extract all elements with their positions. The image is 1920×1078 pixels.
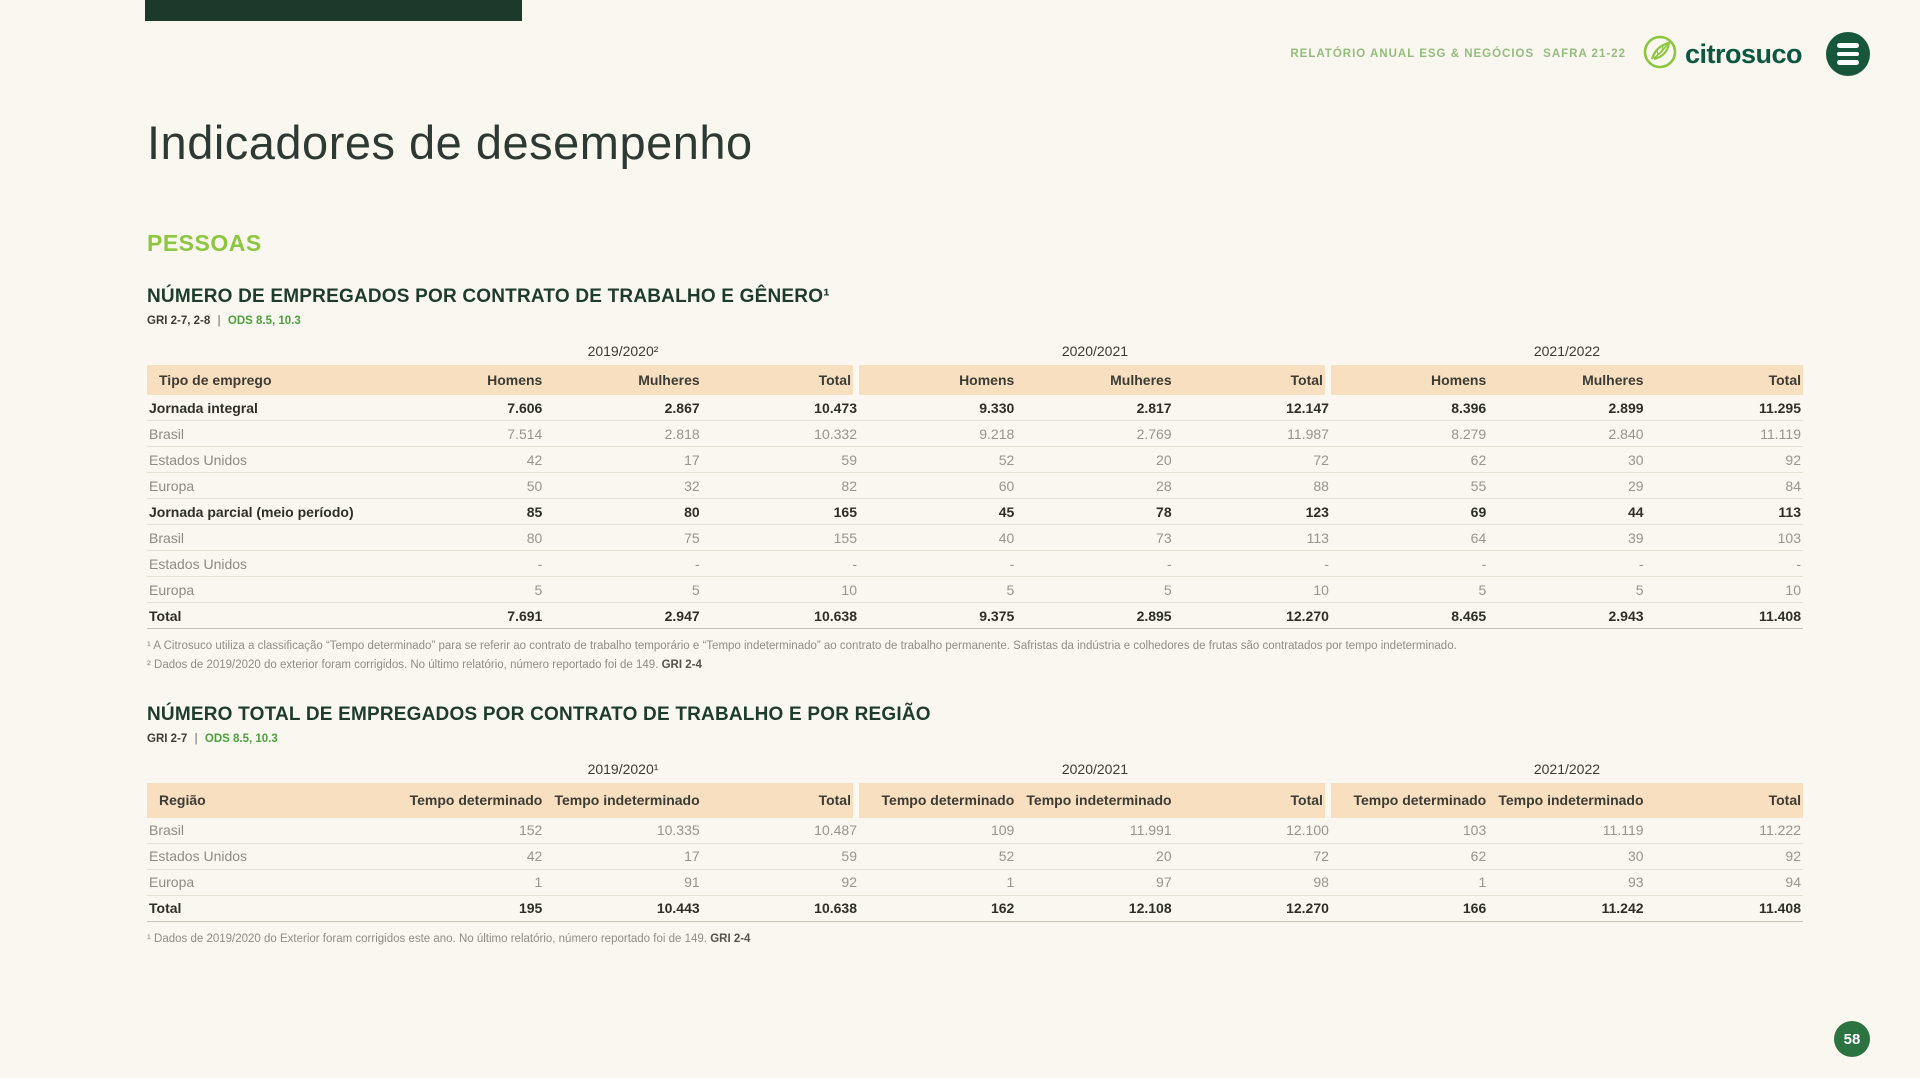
column-header: Região xyxy=(147,783,387,817)
cell-value: 72 xyxy=(1174,844,1331,870)
cell-value: 1 xyxy=(859,870,1016,896)
cell-value: 103 xyxy=(1646,525,1803,551)
row-label: Jornada integral xyxy=(147,395,387,421)
year-group-label: 2021/2022 xyxy=(1533,343,1601,360)
cell-value: 62 xyxy=(1331,447,1488,473)
table-row xyxy=(147,577,1803,603)
cell-value: - xyxy=(1174,551,1331,577)
cell-value: 59 xyxy=(702,447,859,473)
cell-value: 52 xyxy=(859,844,1016,870)
cell-value: 11.222 xyxy=(1646,818,1803,844)
column-header-row xyxy=(147,783,1803,817)
cell-value: 45 xyxy=(859,499,1016,525)
cell-value: 84 xyxy=(1646,473,1803,499)
section-label-pessoas: PESSOAS xyxy=(147,230,262,257)
cell-value: 2.899 xyxy=(1488,395,1645,421)
cell-value: 5 xyxy=(1488,577,1645,603)
cell-value: 155 xyxy=(702,525,859,551)
cell-value: 62 xyxy=(1331,844,1488,870)
cell-value: 5 xyxy=(544,577,701,603)
year-group-label: 2021/2022 xyxy=(1533,761,1601,778)
row-label: Europa xyxy=(147,473,387,499)
cell-value: 8.465 xyxy=(1331,603,1488,629)
row-label: Brasil xyxy=(147,818,387,844)
table-row xyxy=(147,818,1803,844)
column-header: Tempo determinado xyxy=(859,783,1016,817)
cell-value: 10.443 xyxy=(544,896,701,922)
cell-value: 39 xyxy=(1488,525,1645,551)
cell-value: 12.147 xyxy=(1174,395,1331,421)
gri-separator: | xyxy=(217,315,221,328)
row-label: Brasil xyxy=(147,525,387,551)
column-header: Tempo indeterminado xyxy=(1488,783,1645,817)
column-header: Total xyxy=(1174,365,1331,395)
cell-value: 113 xyxy=(1174,525,1331,551)
cell-value: 12.100 xyxy=(1174,818,1331,844)
cell-value: 1 xyxy=(1331,870,1488,896)
footnote: ² Dados de 2019/2020 do exterior foram corrigidos. No último relatório, número reportado foi de 149. GRI 2-4 xyxy=(147,659,702,672)
cell-value: 152 xyxy=(387,818,544,844)
cell-value: 10.638 xyxy=(702,603,859,629)
table1-footnotes xyxy=(147,637,1803,675)
gri-separator: | xyxy=(194,733,198,746)
cell-value: - xyxy=(1488,551,1645,577)
cell-value: 80 xyxy=(544,499,701,525)
report-title: RELATÓRIO ANUAL ESG & NEGÓCIOS xyxy=(1290,48,1535,60)
cell-value: 11.408 xyxy=(1646,603,1803,629)
table-row xyxy=(147,844,1803,870)
year-group-label: 2019/2020¹ xyxy=(587,761,659,778)
cell-value: 72 xyxy=(1174,447,1331,473)
ods-reference: ODS 8.5, 10.3 xyxy=(204,733,278,746)
cell-value: 30 xyxy=(1488,447,1645,473)
cell-value: 42 xyxy=(387,447,544,473)
row-label: Jornada parcial (meio período) xyxy=(147,499,387,525)
table1-gri-line xyxy=(147,315,1803,327)
row-label: Estados Unidos xyxy=(147,447,387,473)
brand-wordmark: citrosuco xyxy=(1684,38,1802,69)
cell-value: 11.242 xyxy=(1488,896,1645,922)
gri-reference: GRI 2-7 xyxy=(147,733,188,746)
table1-heading: NÚMERO DE EMPREGADOS POR CONTRATO DE TRABALHO E GÊNERO¹ xyxy=(147,286,830,308)
cell-value: 162 xyxy=(859,896,1016,922)
cell-value: 10 xyxy=(702,577,859,603)
cell-value: 98 xyxy=(1174,870,1331,896)
cell-value: 2.867 xyxy=(544,395,701,421)
cell-value: 28 xyxy=(1016,473,1173,499)
cell-value: 20 xyxy=(1016,447,1173,473)
cell-value: 2.947 xyxy=(544,603,701,629)
cell-value: 1 xyxy=(387,870,544,896)
cell-value: 7.691 xyxy=(387,603,544,629)
cell-value: 75 xyxy=(544,525,701,551)
cell-value: - xyxy=(1331,551,1488,577)
table-row xyxy=(147,870,1803,896)
cell-value: - xyxy=(1016,551,1173,577)
cell-value: 92 xyxy=(1646,447,1803,473)
cell-value: 92 xyxy=(702,870,859,896)
table-row xyxy=(147,499,1803,525)
table2-body xyxy=(147,818,1803,922)
cell-value: - xyxy=(859,551,1016,577)
column-header: Total xyxy=(702,783,859,817)
row-label: Europa xyxy=(147,577,387,603)
cell-value: 5 xyxy=(1016,577,1173,603)
table-row xyxy=(147,525,1803,551)
cell-value: 40 xyxy=(859,525,1016,551)
cell-value: 91 xyxy=(544,870,701,896)
table1-body xyxy=(147,395,1803,629)
cell-value: 10 xyxy=(1646,577,1803,603)
cell-value: 17 xyxy=(544,447,701,473)
table-row xyxy=(147,421,1803,447)
cell-value: 92 xyxy=(1646,844,1803,870)
column-header: Mulheres xyxy=(544,365,701,395)
page-number-badge: 58 xyxy=(1834,1021,1870,1057)
cell-value: 29 xyxy=(1488,473,1645,499)
year-header-row xyxy=(147,761,1803,783)
year-group-label: 2019/2020² xyxy=(587,343,659,360)
row-label: Estados Unidos xyxy=(147,551,387,577)
cell-value: 73 xyxy=(1016,525,1173,551)
table-row xyxy=(147,551,1803,577)
cell-value: - xyxy=(387,551,544,577)
cell-value: 10.332 xyxy=(702,421,859,447)
cell-value: 94 xyxy=(1646,870,1803,896)
year-group-label: 2020/2021 xyxy=(1061,761,1129,778)
table2-heading: NÚMERO TOTAL DE EMPREGADOS POR CONTRATO DE TRABALHO E POR REGIÃO xyxy=(147,704,931,726)
column-header: Mulheres xyxy=(1016,365,1173,395)
cell-value: 10.473 xyxy=(702,395,859,421)
footnote: ¹ A Citrosuco utiliza a classificação “Tempo determinado” para se referir ao contrato de trabalho temporário e “Tempo indeterminado” ao contrato de trabalho permanente. Safristas da indústria e colhedores de frutas são contratados por tempo indeterminado. xyxy=(147,640,1457,653)
cell-value: 9.330 xyxy=(859,395,1016,421)
hamburger-icon xyxy=(1837,43,1859,48)
cell-value: 80 xyxy=(387,525,544,551)
cell-value: 8.396 xyxy=(1331,395,1488,421)
cell-value: 109 xyxy=(859,818,1016,844)
cell-value: 88 xyxy=(1174,473,1331,499)
employees-by-contract-gender-table xyxy=(147,343,1803,629)
cell-value: 2.817 xyxy=(1016,395,1173,421)
cell-value: 82 xyxy=(702,473,859,499)
year-header-row xyxy=(147,343,1803,365)
table2-footnotes xyxy=(147,930,1803,949)
table2-gri-line xyxy=(147,733,1803,745)
row-label: Estados Unidos xyxy=(147,844,387,870)
cell-value: 55 xyxy=(1331,473,1488,499)
cell-value: - xyxy=(1646,551,1803,577)
cell-value: 11.119 xyxy=(1488,818,1645,844)
cell-value: 12.108 xyxy=(1016,896,1173,922)
year-group-label: 2020/2021 xyxy=(1061,343,1129,360)
cell-value: 7.514 xyxy=(387,421,544,447)
cell-value: 52 xyxy=(859,447,1016,473)
table-row xyxy=(147,603,1803,629)
column-header: Homens xyxy=(387,365,544,395)
cell-value: 17 xyxy=(544,844,701,870)
cell-value: 165 xyxy=(702,499,859,525)
cell-value: 2.769 xyxy=(1016,421,1173,447)
hamburger-icon xyxy=(1837,52,1859,57)
cell-value: 10.335 xyxy=(544,818,701,844)
cell-value: 64 xyxy=(1331,525,1488,551)
employees-by-contract-region-table xyxy=(147,761,1803,921)
row-label: Brasil xyxy=(147,421,387,447)
hamburger-icon xyxy=(1837,60,1859,65)
page-content xyxy=(147,0,1803,949)
cell-value: 78 xyxy=(1016,499,1173,525)
cell-value: 12.270 xyxy=(1174,603,1331,629)
cell-value: 2.895 xyxy=(1016,603,1173,629)
cell-value: 30 xyxy=(1488,844,1645,870)
column-header: Tempo indeterminado xyxy=(1016,783,1173,817)
cell-value: 50 xyxy=(387,473,544,499)
column-header: Tempo determinado xyxy=(1331,783,1488,817)
cell-value: 11.987 xyxy=(1174,421,1331,447)
cell-value: 123 xyxy=(1174,499,1331,525)
column-header: Tempo determinado xyxy=(387,783,544,817)
cell-value: 8.279 xyxy=(1331,421,1488,447)
column-header: Total xyxy=(702,365,859,395)
gri-reference: GRI 2-7, 2-8 xyxy=(147,315,211,328)
row-label: Total xyxy=(147,603,387,629)
table-row xyxy=(147,447,1803,473)
gri-tag: GRI 2-4 xyxy=(710,932,751,945)
cell-value: 11.119 xyxy=(1646,421,1803,447)
footnote: ¹ Dados de 2019/2020 do Exterior foram corrigidos este ano. No último relatório, número reportado foi de 149. GRI 2-4 xyxy=(147,932,751,945)
ods-reference: ODS 8.5, 10.3 xyxy=(227,315,301,328)
cell-value: 5 xyxy=(859,577,1016,603)
row-label: Total xyxy=(147,896,387,922)
table-row xyxy=(147,473,1803,499)
cell-value: 11.295 xyxy=(1646,395,1803,421)
cell-value: 32 xyxy=(544,473,701,499)
cell-value: 166 xyxy=(1331,896,1488,922)
cell-value: 7.606 xyxy=(387,395,544,421)
gri-tag: GRI 2-4 xyxy=(661,659,702,672)
cell-value: 113 xyxy=(1646,499,1803,525)
cell-value: 195 xyxy=(387,896,544,922)
cell-value: 10 xyxy=(1174,577,1331,603)
table-row xyxy=(147,896,1803,922)
cell-value: 103 xyxy=(1331,818,1488,844)
hamburger-menu-button[interactable] xyxy=(1826,32,1870,76)
cell-value: 2.840 xyxy=(1488,421,1645,447)
cell-value: 69 xyxy=(1331,499,1488,525)
row-label: Europa xyxy=(147,870,387,896)
column-header: Total xyxy=(1646,783,1803,817)
cell-value: 11.408 xyxy=(1646,896,1803,922)
cell-value: 5 xyxy=(1331,577,1488,603)
column-header: Homens xyxy=(859,365,1016,395)
cell-value: 2.943 xyxy=(1488,603,1645,629)
column-header: Homens xyxy=(1331,365,1488,395)
cell-value: 42 xyxy=(387,844,544,870)
cell-value: 11.991 xyxy=(1016,818,1173,844)
cell-value: 9.218 xyxy=(859,421,1016,447)
cell-value: 85 xyxy=(387,499,544,525)
column-header: Tipo de emprego xyxy=(147,365,387,395)
cell-value: - xyxy=(702,551,859,577)
table-row xyxy=(147,395,1803,421)
cell-value: - xyxy=(544,551,701,577)
cell-value: 20 xyxy=(1016,844,1173,870)
column-header-row xyxy=(147,365,1803,395)
cell-value: 59 xyxy=(702,844,859,870)
cell-value: 10.487 xyxy=(702,818,859,844)
report-edition: SAFRA 21-22 xyxy=(1543,48,1626,60)
column-header: Mulheres xyxy=(1488,365,1645,395)
cell-value: 44 xyxy=(1488,499,1645,525)
page-title: Indicadores de desempenho xyxy=(147,116,753,169)
cell-value: 9.375 xyxy=(859,603,1016,629)
column-header: Total xyxy=(1174,783,1331,817)
cell-value: 12.270 xyxy=(1174,896,1331,922)
cell-value: 60 xyxy=(859,473,1016,499)
column-header: Tempo indeterminado xyxy=(544,783,701,817)
cell-value: 2.818 xyxy=(544,421,701,447)
cell-value: 93 xyxy=(1488,870,1645,896)
column-header: Total xyxy=(1646,365,1803,395)
cell-value: 97 xyxy=(1016,870,1173,896)
cell-value: 10.638 xyxy=(702,896,859,922)
cell-value: 5 xyxy=(387,577,544,603)
